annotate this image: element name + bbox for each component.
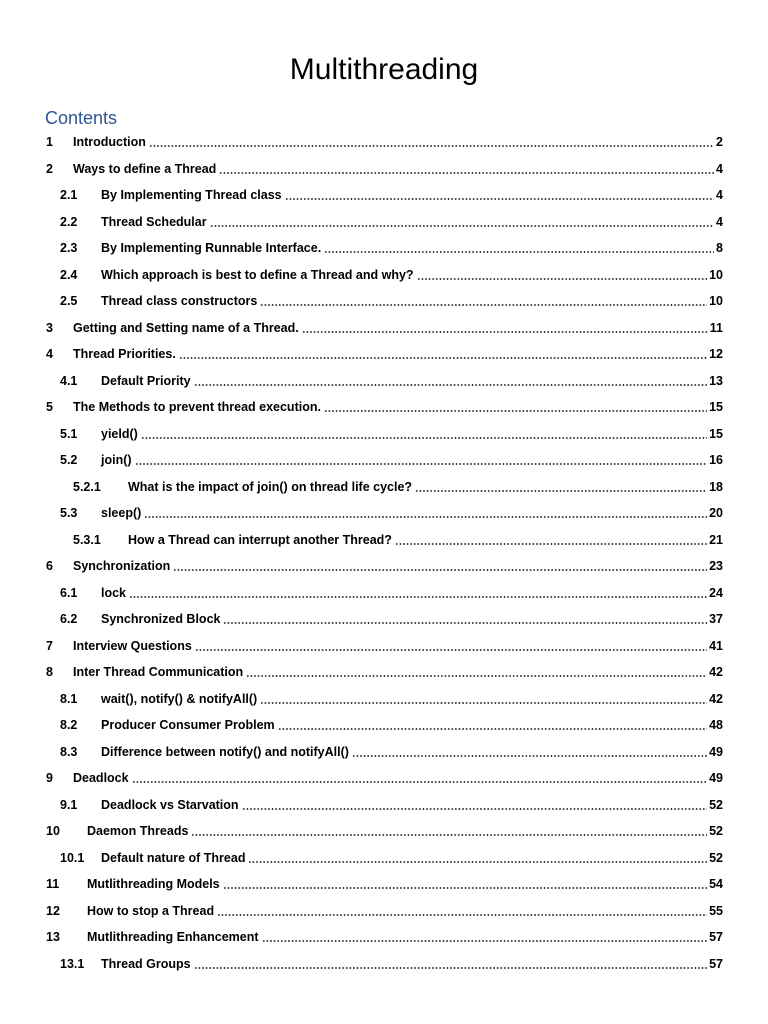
toc-entry-title: Deadlock vs Starvation bbox=[101, 797, 239, 812]
toc-entry-number: 2.4 bbox=[60, 267, 78, 282]
toc-entry-title: Introduction bbox=[73, 135, 146, 149]
toc-entry-page: 52 bbox=[709, 797, 723, 812]
toc-entry-number: 5.2.1 bbox=[73, 479, 101, 494]
toc-leader-dots bbox=[415, 489, 707, 493]
toc-entry-page: 20 bbox=[709, 506, 723, 520]
toc-leader-dots bbox=[129, 595, 707, 599]
toc-leader-dots bbox=[352, 754, 707, 758]
toc-entry-number: 2.2 bbox=[60, 214, 78, 229]
toc-entry[interactable] bbox=[0, 235, 768, 261]
toc-entry[interactable] bbox=[0, 209, 768, 235]
toc-entry-title: join() bbox=[101, 453, 132, 467]
toc-entry[interactable] bbox=[0, 633, 768, 659]
toc-entry-number: 13 bbox=[46, 930, 60, 944]
toc-leader-dots bbox=[278, 727, 707, 731]
toc-leader-dots bbox=[194, 966, 708, 970]
toc-entry-title: Getting and Setting name of a Thread. bbox=[73, 320, 299, 335]
toc-entry-title: Deadlock bbox=[73, 771, 129, 785]
toc-leader-dots bbox=[395, 542, 707, 546]
toc-entry[interactable] bbox=[0, 845, 768, 871]
toc-entry-title: Thread Priorities. bbox=[73, 347, 176, 361]
toc-entry-page: 52 bbox=[709, 850, 723, 865]
toc-entry[interactable] bbox=[0, 368, 768, 394]
toc-entry-number: 12 bbox=[46, 903, 60, 918]
toc-leader-dots bbox=[248, 860, 707, 864]
toc-entry[interactable] bbox=[0, 156, 768, 182]
toc-entry[interactable] bbox=[0, 580, 768, 606]
toc-entry-page: 49 bbox=[709, 744, 723, 759]
toc-leader-dots bbox=[302, 330, 708, 334]
toc-entry[interactable] bbox=[0, 421, 768, 447]
toc-entry-title: Ways to define a Thread bbox=[73, 161, 217, 176]
toc-entry-page: 4 bbox=[716, 161, 723, 176]
toc-entry-number: 2.5 bbox=[60, 294, 78, 308]
toc-entry-page: 52 bbox=[709, 824, 723, 838]
toc-entry-page: 49 bbox=[709, 771, 723, 785]
toc-entry-page: 55 bbox=[709, 903, 723, 918]
toc-leader-dots bbox=[217, 913, 707, 917]
toc-entry-number: 5.2 bbox=[60, 453, 78, 467]
toc-entry-title: Thread Groups bbox=[101, 956, 191, 971]
toc-entry-page: 8 bbox=[716, 241, 723, 255]
toc-leader-dots bbox=[191, 833, 707, 837]
toc-leader-dots bbox=[219, 171, 714, 175]
toc-entry[interactable] bbox=[0, 924, 768, 950]
toc-leader-dots bbox=[285, 197, 714, 201]
toc-entry-number: 6.2 bbox=[60, 612, 78, 626]
toc-entry-title: Mutlithreading Enhancement bbox=[87, 930, 259, 944]
toc-entry-title: yield() bbox=[101, 426, 138, 441]
toc-entry-title: Synchronization bbox=[73, 559, 171, 573]
toc-entry[interactable] bbox=[0, 739, 768, 765]
toc-leader-dots bbox=[417, 277, 708, 281]
toc-entry-number: 6.1 bbox=[60, 585, 78, 600]
toc-entry[interactable] bbox=[0, 553, 768, 579]
toc-entry[interactable] bbox=[0, 871, 768, 897]
toc-entry[interactable] bbox=[0, 951, 768, 977]
toc-leader-dots bbox=[246, 674, 707, 678]
toc-entry-number: 5 bbox=[46, 400, 53, 414]
toc-leader-dots bbox=[324, 250, 714, 254]
toc-entry-page: 4 bbox=[716, 188, 723, 202]
toc-entry[interactable] bbox=[0, 288, 768, 314]
toc-entry-page: 10 bbox=[709, 267, 723, 282]
toc-entry-title: Synchronized Block bbox=[101, 612, 221, 626]
toc-leader-dots bbox=[242, 807, 708, 811]
toc-entry[interactable] bbox=[0, 686, 768, 712]
toc-entry-number: 2 bbox=[46, 161, 53, 176]
toc-entry-number: 13.1 bbox=[60, 956, 85, 971]
toc-leader-dots bbox=[260, 303, 707, 307]
toc-entry-page: 4 bbox=[716, 214, 723, 229]
toc-entry-page: 16 bbox=[709, 453, 723, 467]
toc-entry-page: 37 bbox=[709, 612, 723, 626]
toc-entry-number: 11 bbox=[46, 877, 60, 891]
toc-entry-number: 10.1 bbox=[60, 850, 85, 865]
toc-entry[interactable] bbox=[0, 792, 768, 818]
toc-entry[interactable] bbox=[0, 606, 768, 632]
toc-leader-dots bbox=[223, 886, 707, 890]
toc-entry[interactable] bbox=[0, 341, 768, 367]
toc-leader-dots bbox=[132, 780, 708, 784]
toc-entry-number: 4 bbox=[46, 347, 53, 361]
toc-entry-page: 13 bbox=[709, 373, 723, 388]
toc-entry-page: 21 bbox=[709, 532, 723, 547]
toc-entry-number: 2.1 bbox=[60, 188, 78, 202]
toc-entry-page: 10 bbox=[709, 294, 723, 308]
toc-entry-number: 5.3.1 bbox=[73, 532, 101, 547]
toc-entry-page: 42 bbox=[709, 665, 723, 679]
toc-leader-dots bbox=[144, 515, 707, 519]
toc-entry[interactable] bbox=[0, 394, 768, 420]
toc-entry-page: 41 bbox=[709, 638, 723, 653]
toc-entry-number: 9 bbox=[46, 771, 53, 785]
toc-leader-dots bbox=[194, 383, 707, 387]
toc-leader-dots bbox=[210, 224, 714, 228]
toc-entry-number: 9.1 bbox=[60, 797, 78, 812]
toc-entry[interactable] bbox=[0, 659, 768, 685]
toc-entry-number: 4.1 bbox=[60, 373, 78, 388]
toc-entry-number: 5.3 bbox=[60, 506, 78, 520]
toc-entry-page: 42 bbox=[709, 691, 723, 706]
toc-entry-number: 5.1 bbox=[60, 426, 78, 441]
toc-entry-number: 3 bbox=[46, 320, 53, 335]
toc-entry[interactable] bbox=[0, 474, 768, 500]
toc-entry[interactable] bbox=[0, 500, 768, 526]
toc-entry[interactable] bbox=[0, 527, 768, 553]
toc-entry-page: 12 bbox=[709, 347, 723, 361]
toc-entry-number: 7 bbox=[46, 638, 53, 653]
toc-entry-page: 54 bbox=[709, 877, 723, 891]
toc-entry-title: Producer Consumer Problem bbox=[101, 718, 275, 732]
toc-leader-dots bbox=[135, 462, 708, 466]
toc-leader-dots bbox=[324, 409, 707, 413]
toc-entry-title: wait(), notify() & notifyAll() bbox=[101, 691, 258, 706]
toc-entry[interactable] bbox=[0, 898, 768, 924]
toc-entry-page: 11 bbox=[709, 320, 723, 335]
toc-entry-title: Default Priority bbox=[101, 373, 191, 388]
toc-entry-page: 57 bbox=[709, 930, 723, 944]
toc-entry-title: lock bbox=[101, 585, 127, 600]
toc-entry[interactable] bbox=[0, 262, 768, 288]
toc-leader-dots bbox=[223, 621, 707, 625]
toc-entry[interactable] bbox=[0, 712, 768, 738]
contents-heading: Contents bbox=[45, 108, 118, 128]
toc-entry-title: Difference between notify() and notifyAll() bbox=[101, 744, 349, 759]
toc-entry[interactable] bbox=[0, 129, 768, 155]
toc-entry[interactable] bbox=[0, 447, 768, 473]
toc-entry-title: By Implementing Thread class bbox=[101, 188, 282, 202]
toc-entry-page: 48 bbox=[709, 718, 723, 732]
toc-entry-page: 23 bbox=[709, 559, 723, 573]
toc-entry-title: By Implementing Runnable Interface. bbox=[101, 241, 322, 255]
toc-entry-title: How to stop a Thread bbox=[87, 903, 215, 918]
toc-entry[interactable] bbox=[0, 182, 768, 208]
toc-entry-title: Default nature of Thread bbox=[101, 850, 246, 865]
toc-entry[interactable] bbox=[0, 765, 768, 791]
toc-leader-dots bbox=[149, 144, 714, 148]
toc-entry-page: 18 bbox=[709, 479, 723, 494]
toc-entry-title: Inter Thread Communication bbox=[73, 665, 244, 679]
toc-entry-number: 8.2 bbox=[60, 718, 78, 732]
toc-entry-title: The Methods to prevent thread execution. bbox=[73, 400, 321, 414]
toc-entry[interactable] bbox=[0, 818, 768, 844]
toc-leader-dots bbox=[262, 939, 708, 943]
toc-leader-dots bbox=[195, 648, 707, 652]
toc-entry-number: 6 bbox=[46, 559, 53, 573]
toc-entry-title: Daemon Threads bbox=[87, 824, 189, 838]
toc-leader-dots bbox=[179, 356, 707, 360]
toc-entry-number: 10 bbox=[46, 824, 60, 838]
toc-entry-number: 8.3 bbox=[60, 744, 78, 759]
toc-entry-title: Mutlithreading Models bbox=[87, 877, 220, 891]
page-title: Multithreading bbox=[289, 53, 479, 86]
toc-leader-dots bbox=[260, 701, 707, 705]
toc-entry-number: 8.1 bbox=[60, 691, 78, 706]
toc-entry-title: Which approach is best to define a Thread and why? bbox=[101, 267, 414, 282]
toc-leader-dots bbox=[173, 568, 707, 572]
toc-entry-page: 2 bbox=[716, 135, 723, 149]
toc-entry-title: How a Thread can interrupt another Thread? bbox=[128, 532, 392, 547]
toc-entry-title: Interview Questions bbox=[73, 638, 192, 653]
toc-entry-title: sleep() bbox=[101, 506, 142, 520]
toc-entry-number: 2.3 bbox=[60, 241, 78, 255]
toc-entry-page: 15 bbox=[709, 426, 723, 441]
toc-entry-title: What is the impact of join() on thread life cycle? bbox=[128, 479, 413, 494]
toc-entry-number: 8 bbox=[46, 665, 53, 679]
toc-entry-page: 24 bbox=[709, 585, 723, 600]
toc-entry-title: Thread Schedular bbox=[101, 214, 207, 229]
toc-entry-page: 15 bbox=[709, 400, 723, 414]
toc-entry-number: 1 bbox=[46, 135, 53, 149]
toc-leader-dots bbox=[141, 436, 707, 440]
toc-entry-page: 57 bbox=[709, 956, 723, 971]
toc-entry[interactable] bbox=[0, 315, 768, 341]
toc-entry-title: Thread class constructors bbox=[101, 294, 258, 308]
